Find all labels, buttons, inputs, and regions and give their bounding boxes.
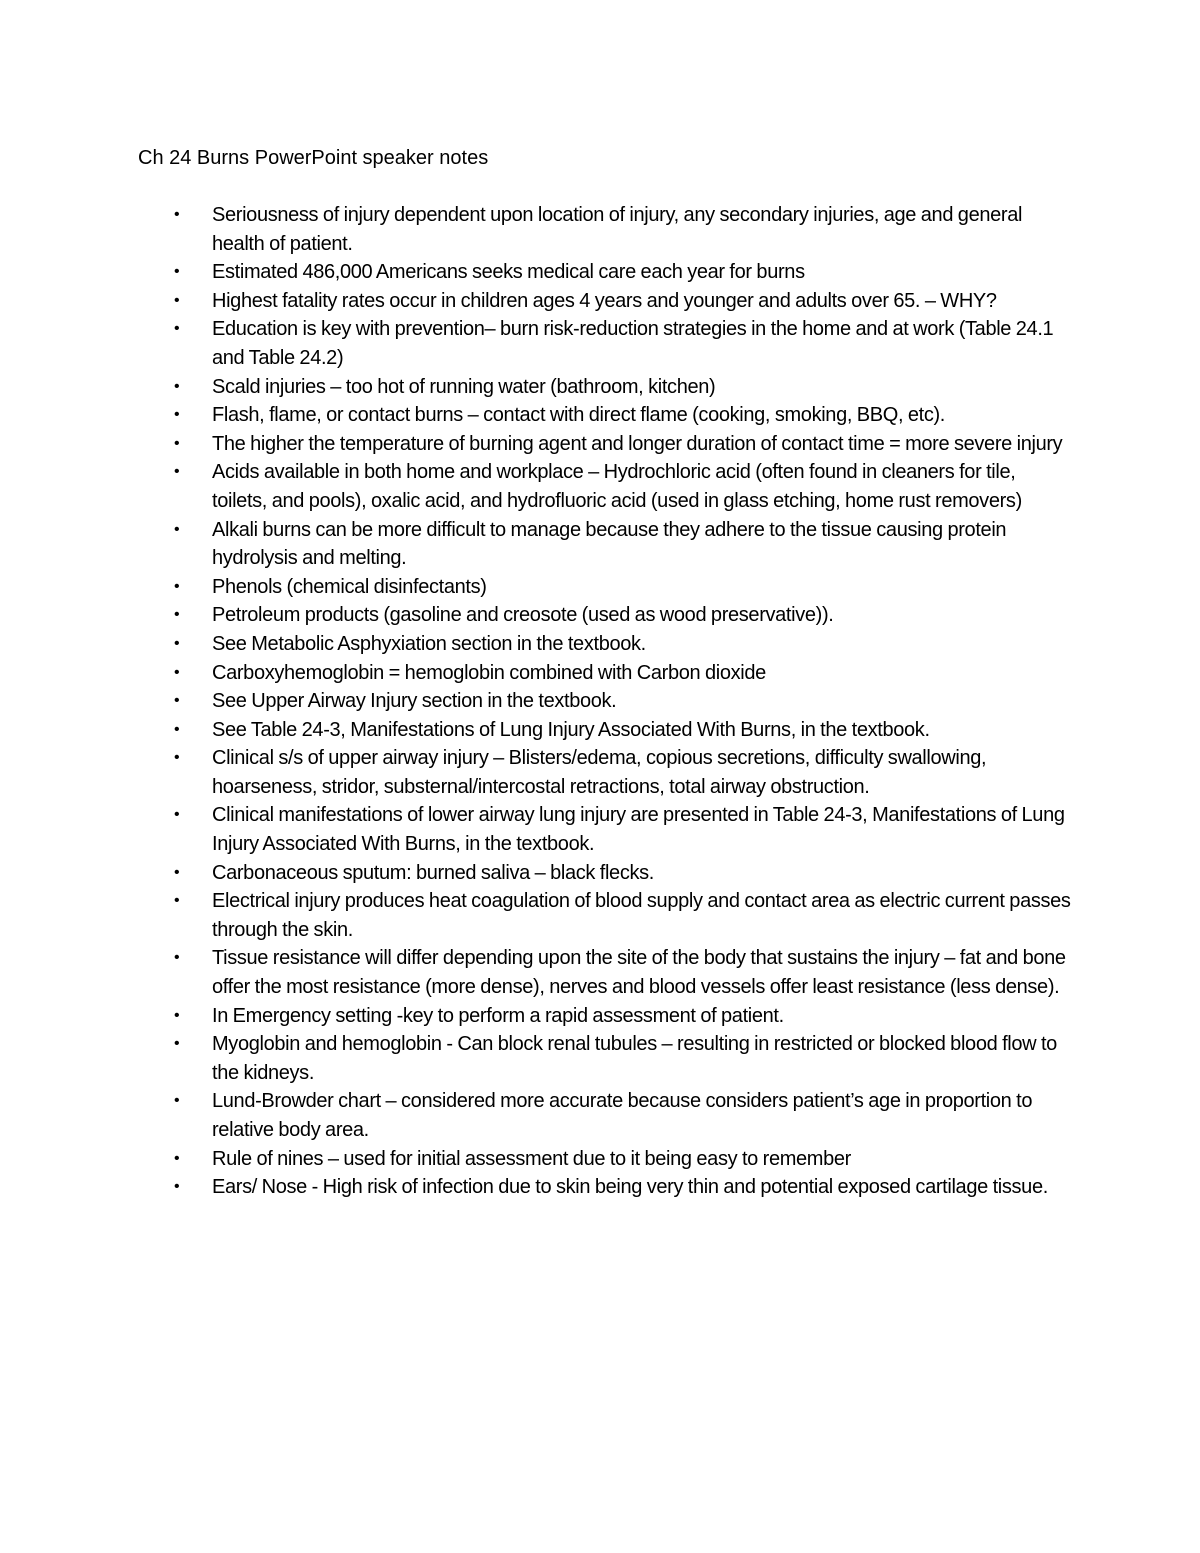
list-item [0, 287, 1074, 316]
bullet-icon: • [174, 577, 180, 595]
note-text: Lund-Browder chart – considered more accurate because considers patient’s age in proportion to relative body area. [212, 1090, 1033, 1141]
bullet-icon: • [174, 663, 180, 681]
list-item [0, 801, 1074, 858]
list-item [0, 716, 1074, 745]
list-item [0, 315, 1074, 372]
list-item [0, 458, 1074, 515]
bullet-icon: • [174, 291, 180, 309]
list-item [0, 687, 1074, 716]
list-item [0, 1145, 1074, 1174]
note-text: Acids available in both home and workplace – Hydrochloric acid (often found in cleaners for tile, toilets, and pools), oxalic acid, and hydrofluoric acid (used in glass etching, home rust removers) [212, 461, 1022, 512]
list-item [0, 1002, 1074, 1031]
note-text: Petroleum products (gasoline and creosote (used as wood preservative)). [212, 604, 834, 627]
note-text: Alkali burns can be more difficult to manage because they adhere to the tissue causing protein hydrolysis and melting. [212, 518, 1007, 570]
note-text: Education is key with prevention– burn risk-reduction strategies in the home and at work (Table 24.1 and Table 24.2) [212, 318, 1054, 369]
list-item [0, 258, 1074, 287]
list-item [0, 944, 1074, 1001]
bullet-icon: • [174, 1178, 180, 1196]
note-text: Highest fatality rates occur in children ages 4 years and younger and adults over 65. – WHY? [212, 289, 997, 312]
bullet-icon: • [174, 949, 180, 967]
list-item [0, 516, 1074, 573]
bullet-icon: • [174, 1149, 180, 1167]
note-text: Flash, flame, or contact burns – contact with direct flame (cooking, smoking, BBQ, etc). [212, 404, 946, 427]
list-item [0, 401, 1074, 430]
bullet-icon: • [174, 206, 180, 223]
note-text: Tissue resistance will differ depending upon the site of the body that sustains the injury – fat and bone offer the most resistance (more dense), nerves and blood vessels offer least resistance (less dense). [212, 947, 1066, 999]
bullet-icon: • [174, 263, 180, 281]
bullet-icon: • [174, 863, 180, 881]
bullet-icon: • [174, 520, 180, 538]
list-item [0, 573, 1074, 602]
note-text: Carbonaceous sputum: burned saliva – black flecks. [212, 861, 654, 884]
list-item [0, 1030, 1074, 1087]
bullet-icon: • [174, 1006, 180, 1024]
list-item [0, 430, 1074, 459]
list-item [0, 630, 1074, 659]
bullet-icon: • [174, 377, 180, 395]
list-item [0, 601, 1074, 630]
note-text: Ears/ Nose - High risk of infection due to skin being very thin and potential exposed cartilage tissue. [212, 1176, 1048, 1199]
note-text: Estimated 486,000 Americans seeks medical care each year for burns [212, 261, 805, 284]
list-item [0, 859, 1074, 888]
list-item [0, 1173, 1074, 1202]
note-text: Seriousness of injury dependent upon location of injury, any secondary injuries, age and general health of patient. [212, 204, 1023, 255]
bullet-icon: • [174, 606, 180, 624]
note-text: Phenols (chemical disinfectants) [212, 575, 487, 598]
note-text: Myoglobin and hemoglobin - Can block renal tubules – resulting in restricted or blocked blood flow to the kidneys. [212, 1033, 1057, 1084]
note-text: Carboxyhemoglobin = hemoglobin combined with Carbon dioxide [212, 661, 766, 684]
list-item [0, 201, 1074, 258]
note-text: Rule of nines – used for initial assessment due to it being easy to remember [212, 1147, 851, 1170]
note-text: The higher the temperature of burning agent and longer duration of contact time = more severe injury [212, 432, 1063, 455]
note-text: Electrical injury produces heat coagulation of blood supply and contact area as electric current passes through the skin. [212, 890, 1071, 941]
document-title: Ch 24 Burns PowerPoint speaker notes [138, 147, 489, 169]
bullet-icon: • [174, 806, 180, 824]
bullet-icon: • [174, 434, 180, 452]
bullet-icon: • [174, 1035, 180, 1053]
note-text: See Metabolic Asphyxiation section in the textbook. [212, 632, 646, 655]
note-text: Clinical s/s of upper airway injury – Blisters/edema, copious secretions, difficulty swallowing, hoarseness, stridor, substernal/intercostal retractions, total airway obstruction. [212, 747, 987, 798]
note-text: Scald injuries – too hot of running water (bathroom, kitchen) [212, 375, 716, 398]
note-text: In Emergency setting -key to perform a rapid assessment of patient. [212, 1004, 784, 1027]
list-item [0, 1087, 1074, 1144]
bullet-icon: • [174, 406, 180, 424]
bullet-icon: • [174, 892, 180, 910]
bullet-icon: • [174, 692, 180, 710]
bullet-icon: • [174, 1092, 180, 1110]
bullet-icon: • [174, 463, 180, 481]
bullet-icon: • [174, 634, 180, 652]
list-item [0, 887, 1074, 944]
bullet-icon: • [174, 320, 180, 338]
bullet-icon: • [174, 720, 180, 738]
note-text: See Table 24-3, Manifestations of Lung Injury Associated With Burns, in the textbook. [212, 718, 930, 741]
bullet-icon: • [174, 749, 180, 767]
list-item [0, 659, 1074, 688]
list-item [0, 373, 1074, 402]
note-text: See Upper Airway Injury section in the textbook. [212, 690, 617, 713]
speaker-notes-list [0, 201, 1200, 1202]
list-item [0, 744, 1074, 801]
note-text: Clinical manifestations of lower airway lung injury are presented in Table 24-3, Manifestations of Lung Injury Associated With Burns, in the textbook. [212, 804, 1065, 856]
